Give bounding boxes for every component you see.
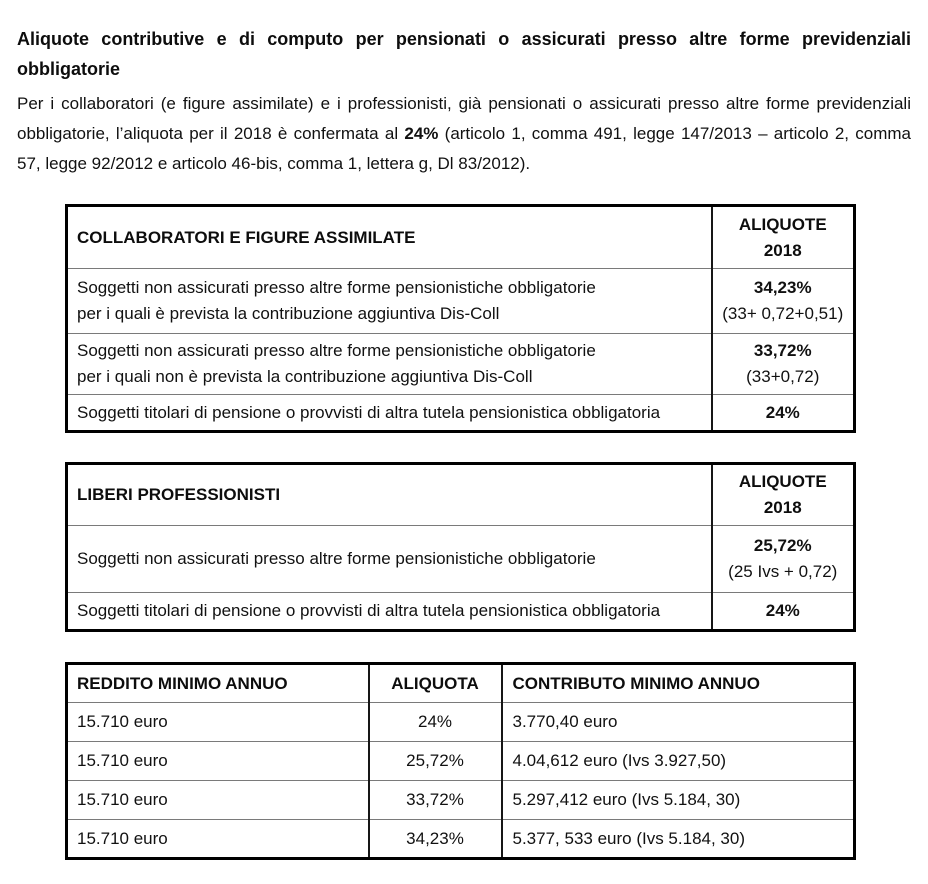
aliquota-cell: 33,72% (369, 781, 502, 820)
aliquota-header-cell: ALIQUOTA (369, 664, 502, 703)
table-row (67, 820, 855, 859)
contributo-cell: 4.04,612 euro (Ivs 3.927,50) (502, 742, 855, 781)
table-row (67, 526, 855, 593)
table-row (67, 781, 855, 820)
table-header-row (67, 464, 855, 526)
rate-value: 33,72% (753, 341, 812, 360)
reddito-cell: 15.710 euro (67, 742, 369, 781)
table-row (67, 742, 855, 781)
reddito-cell: 15.710 euro (67, 781, 369, 820)
table-row (67, 593, 855, 631)
tables-container (65, 204, 911, 860)
reddito-cell: 15.710 euro (67, 703, 369, 742)
row-rate-cell (712, 334, 855, 395)
aliquote-header-line1: ALIQUOTE (738, 472, 827, 491)
row-label-cell (67, 526, 712, 593)
contributo-cell: 3.770,40 euro (502, 703, 855, 742)
page-title: Aliquote contributive e di computo per pensionati o assicurati presso altre forme previdenziali obbligatorie (17, 29, 911, 79)
row-rate-cell (712, 593, 855, 631)
row-label-line1: Soggetti non assicurati presso altre forme pensionistiche obbligatorie (77, 549, 596, 568)
row-label-cell (67, 334, 712, 395)
row-label-line1: Soggetti non assicurati presso altre forme pensionistiche obbligatorie (77, 341, 596, 360)
contributo-header-cell: CONTRIBUTO MINIMO ANNUO (502, 664, 855, 703)
aliquota-cell: 24% (369, 703, 502, 742)
row-label-line2: per i quali è prevista la contribuzione aggiuntiva Dis-Coll (77, 304, 500, 323)
minimi-table (65, 662, 856, 860)
reddito-header-cell: REDDITO MINIMO ANNUO (77, 673, 288, 693)
aliquote-header-cell (712, 464, 855, 526)
table-row (67, 395, 855, 432)
intro-text-after: (articolo 1, comma 491, legge 147/2013 – articolo 2, comma 57, legge 92/2012 e articolo 46-bis, comma 1, lettera g, Dl 83/2012). (17, 124, 911, 173)
row-label-line1: Soggetti titolari di pensione o provvisti di altra tutela pensionistica obbligatoria (77, 402, 661, 422)
reddito-cell: 15.710 euro (67, 820, 369, 859)
aliquote-header-line2: 2018 (763, 498, 802, 517)
aliquote-header-line1: ALIQUOTE (738, 214, 827, 234)
row-label-line2: per i quali non è prevista la contribuzione aggiuntiva Dis-Coll (77, 367, 533, 386)
intro-paragraph (17, 89, 911, 179)
table-row (67, 703, 855, 742)
professionisti-table (65, 462, 856, 632)
row-label-line1: Soggetti non assicurati presso altre forme pensionistiche obbligatorie (77, 278, 596, 297)
row-rate-cell (712, 526, 855, 593)
table-title-cell: COLLABORATORI E FIGURE ASSIMILATE (77, 227, 416, 247)
aliquote-header-line2: 2018 (763, 240, 802, 260)
aliquote-header-cell (712, 206, 855, 269)
rate-value: 34,23% (753, 278, 812, 297)
rate-detail: (25 Ivs + 0,72) (728, 562, 838, 581)
intro-rate-bold: 24% (404, 124, 439, 143)
rate-detail: (33+ 0,72+0,51) (722, 304, 844, 323)
aliquota-cell: 34,23% (369, 820, 502, 859)
row-label-cell (67, 593, 712, 631)
table-header-row (67, 206, 855, 269)
collaboratori-table (65, 204, 856, 433)
contributo-cell: 5.377, 533 euro (Ivs 5.184, 30) (502, 820, 855, 859)
row-rate-cell (712, 395, 855, 432)
contributo-cell: 5.297,412 euro (Ivs 5.184, 30) (502, 781, 855, 820)
table-title-cell: LIBERI PROFESSIONISTI (77, 485, 281, 504)
row-label-cell (67, 395, 712, 432)
rate-value: 24% (765, 402, 800, 422)
row-label-cell (67, 269, 712, 334)
table-header-row (67, 664, 855, 703)
table-row (67, 269, 855, 334)
row-label-line1: Soggetti titolari di pensione o provvisti di altra tutela pensionistica obbligatoria (77, 601, 661, 620)
row-rate-cell (712, 269, 855, 334)
rate-detail: (33+0,72) (746, 367, 820, 386)
rate-value: 24% (765, 601, 800, 620)
intro-text-before: Per i collaboratori (e figure assimilate) e i professionisti, già pensionati o assicurati presso altre forme previdenziali obbligatorie, l’aliquota per il 2018 è confermata al (17, 94, 911, 143)
rate-value: 25,72% (753, 536, 812, 555)
aliquota-cell: 25,72% (369, 742, 502, 781)
table-row (67, 334, 855, 395)
